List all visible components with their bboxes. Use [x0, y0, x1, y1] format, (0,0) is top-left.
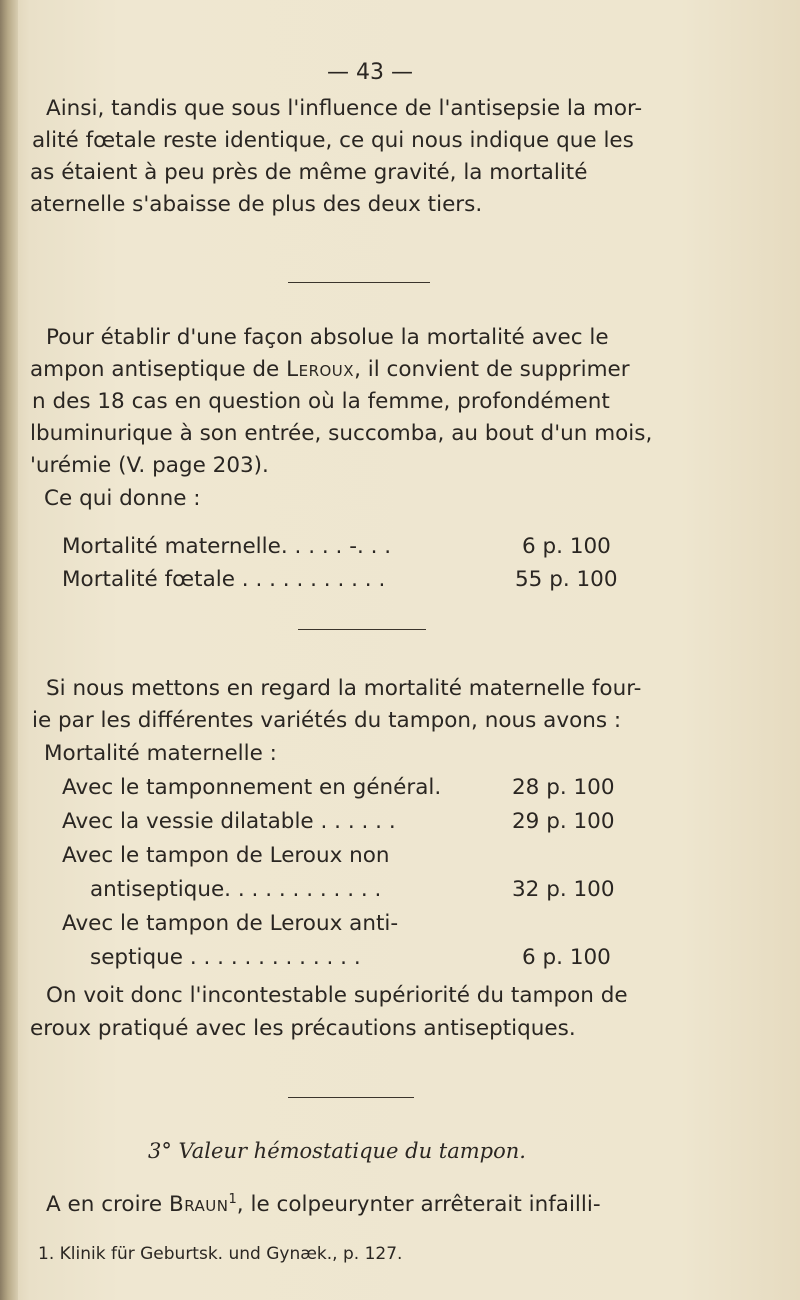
section-divider [288, 282, 430, 283]
footnote: 1. Klinik für Geburtsk. und Gynæk., p. 127. [38, 1244, 403, 1264]
section-divider [298, 629, 426, 630]
text-line: On voit donc l'incontestable supériorité du tampon de [46, 983, 628, 1008]
text-line: eroux pratiqué avec les précautions antiseptiques. [30, 1016, 576, 1041]
text-line: n des 18 cas en question où la femme, profondément [32, 389, 610, 414]
text-line: alité fœtale reste identique, ce qui nous indique que les [32, 128, 634, 153]
table-row-value: 6 p. 100 [522, 945, 611, 970]
table-row-value: 32 p. 100 [512, 877, 615, 902]
table-row-label: septique . . . . . . . . . . . . . [90, 945, 361, 970]
book-gutter [0, 0, 18, 1300]
table-title: Mortalité maternelle : [44, 741, 277, 766]
text-line: Si nous mettons en regard la mortalité maternelle four- [46, 676, 642, 701]
table-row-value: 29 p. 100 [512, 809, 615, 834]
text-line: A en croire Braun$^1$, le colpeurynter arrêterait infailli- [46, 1192, 601, 1218]
text-line: Ainsi, tandis que sous l'influence de l'antisepsie la mor- [46, 96, 643, 121]
table-row-label: Avec le tampon de Leroux non [62, 843, 390, 868]
text-line: as étaient à peu près de même gravité, la mortalité [30, 160, 588, 185]
text-line: 'urémie (V. page 203). [30, 453, 269, 478]
author-name: Braun [168, 1192, 229, 1218]
section-divider [288, 1097, 414, 1098]
page-number: — 43 — [327, 60, 413, 85]
table-row-label: Mortalité fœtale . . . . . . . . . . . [62, 567, 386, 592]
text-line: aternelle s'abaisse de plus des deux tiers. [30, 192, 483, 217]
text-line: Ce qui donne : [44, 486, 201, 511]
table-row-label: Avec le tamponnement en général. [62, 775, 442, 800]
table-row-label: Avec le tampon de Leroux anti- [62, 911, 399, 936]
author-name: Leroux [286, 357, 355, 382]
table-row-label: Avec la vessie dilatable . . . . . . [62, 809, 396, 834]
table-row-label: Mortalité maternelle. . . . . -. . . [62, 534, 392, 559]
text-line: Pour établir d'une façon absolue la mortalité avec le [46, 325, 609, 350]
section-heading: 3° Valeur hémostatique du tampon. [148, 1139, 526, 1163]
table-row-value: 6 p. 100 [522, 534, 611, 559]
footnote-ref: 1 [228, 1192, 237, 1207]
table-row-value: 55 p. 100 [515, 567, 618, 592]
table-row-label: antiseptique. . . . . . . . . . . . [90, 877, 382, 902]
text-line: ampon antiseptique de Leroux, il convient de supprimer [30, 357, 630, 382]
table-row-value: 28 p. 100 [512, 775, 615, 800]
text-line: ie par les différentes variétés du tampon, nous avons : [32, 708, 622, 733]
text-line: lbuminurique à son entrée, succomba, au bout d'un mois, [30, 421, 653, 446]
